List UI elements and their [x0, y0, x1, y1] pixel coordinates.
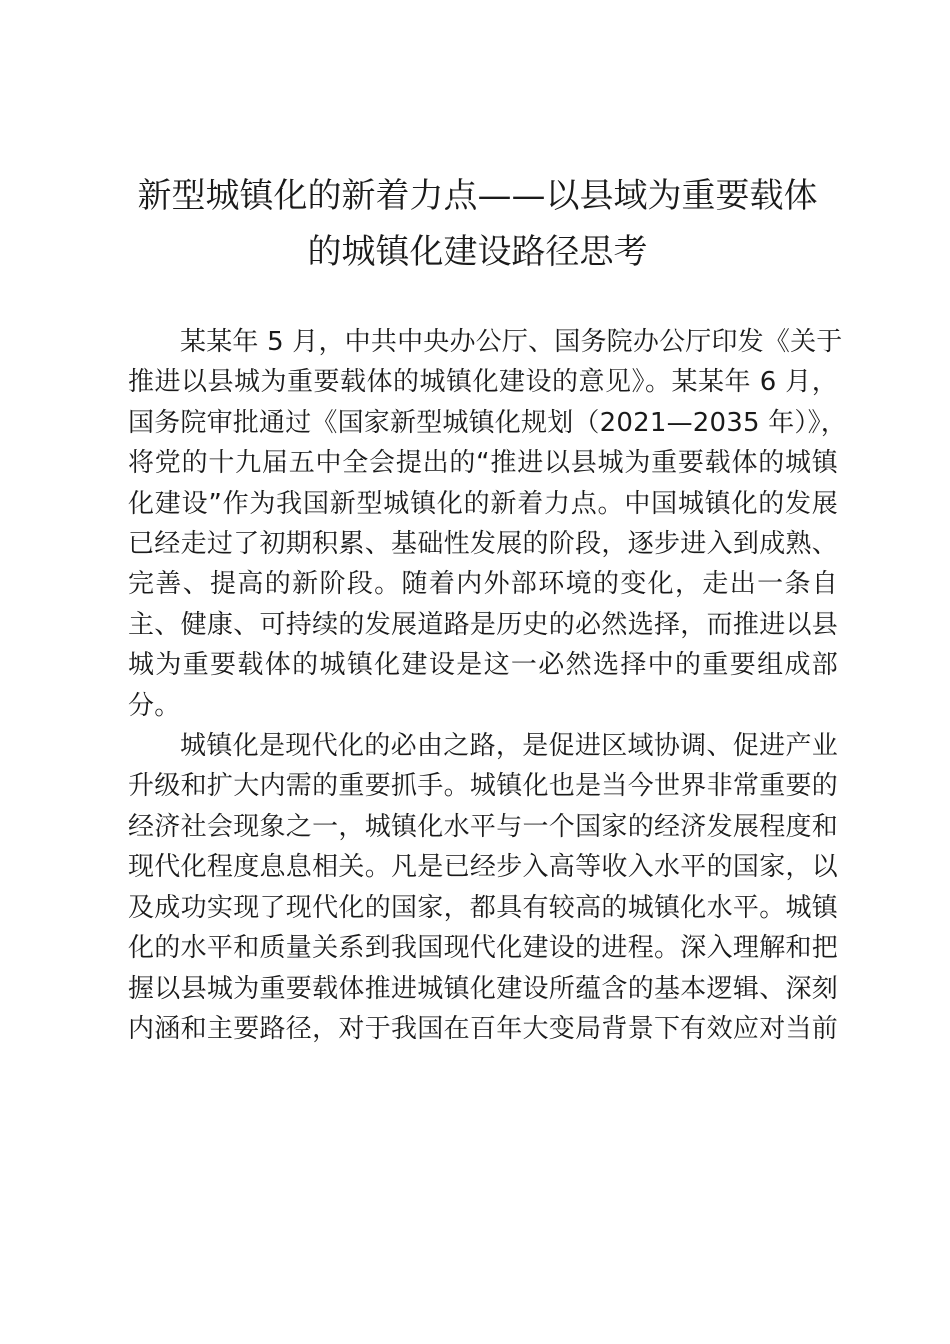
paragraph-1	[128, 322, 848, 726]
text-line: 推进以县城为重要载体的城镇化建设的意见》。某某年 6 月，	[128, 367, 838, 398]
text-line: 化建设”作为我国新型城镇化的新着力点。中国城镇化的发展	[128, 488, 838, 519]
title-line: 的城镇化建设路径思考	[307, 232, 648, 272]
text-line: 某某年 5 月，中共中央办公厅、国务院办公厅印发《关于	[180, 327, 843, 357]
text-line: 国务院审批通过《国家新型城镇化规划（2021—2035 年）》，	[128, 407, 848, 438]
text-line: 升级和扩大内需的重要抓手。城镇化也是当今世界非常重要的	[128, 771, 838, 802]
text-line: 握以县城为重要载体推进城镇化建设所蕴含的基本逻辑、深刻	[128, 973, 838, 1004]
text-line: 化的水平和质量关系到我国现代化建设的进程。深入理解和把	[128, 933, 838, 964]
text-line: 及成功实现了现代化的国家，都具有较高的城镇化水平。城镇	[128, 892, 838, 923]
text-line: 主、健康、可持续的发展道路是历史的必然选择，而推进以县	[128, 609, 838, 640]
title-line: 新型城镇化的新着力点——以县域为重要载体	[137, 176, 818, 216]
text-line: 现代化程度息息相关。凡是已经步入高等收入水平的国家，以	[128, 852, 838, 883]
text-line: 城为重要载体的城镇化建设是这一必然选择中的重要组成部	[128, 650, 838, 681]
text-line: 内涵和主要路径，对于我国在百年大变局背景下有效应对当前	[128, 1013, 838, 1044]
text-line: 经济社会现象之一，城镇化水平与一个国家的经济发展程度和	[128, 811, 838, 842]
paragraph-2	[128, 726, 838, 1049]
document-body	[128, 322, 848, 1049]
text-line: 分。	[128, 690, 181, 721]
text-line: 城镇化是现代化的必由之路，是促进区域协调、促进产业	[180, 731, 838, 762]
text-line: 将党的十九届五中全会提出的“推进以县城为重要载体的城镇	[128, 448, 838, 479]
text-line: 已经走过了初期积累、基础性发展的阶段，逐步进入到成熟、	[128, 529, 838, 560]
document-title	[120, 168, 835, 280]
text-line: 完善、提高的新阶段。随着内外部环境的变化，走出一条自	[128, 569, 838, 600]
